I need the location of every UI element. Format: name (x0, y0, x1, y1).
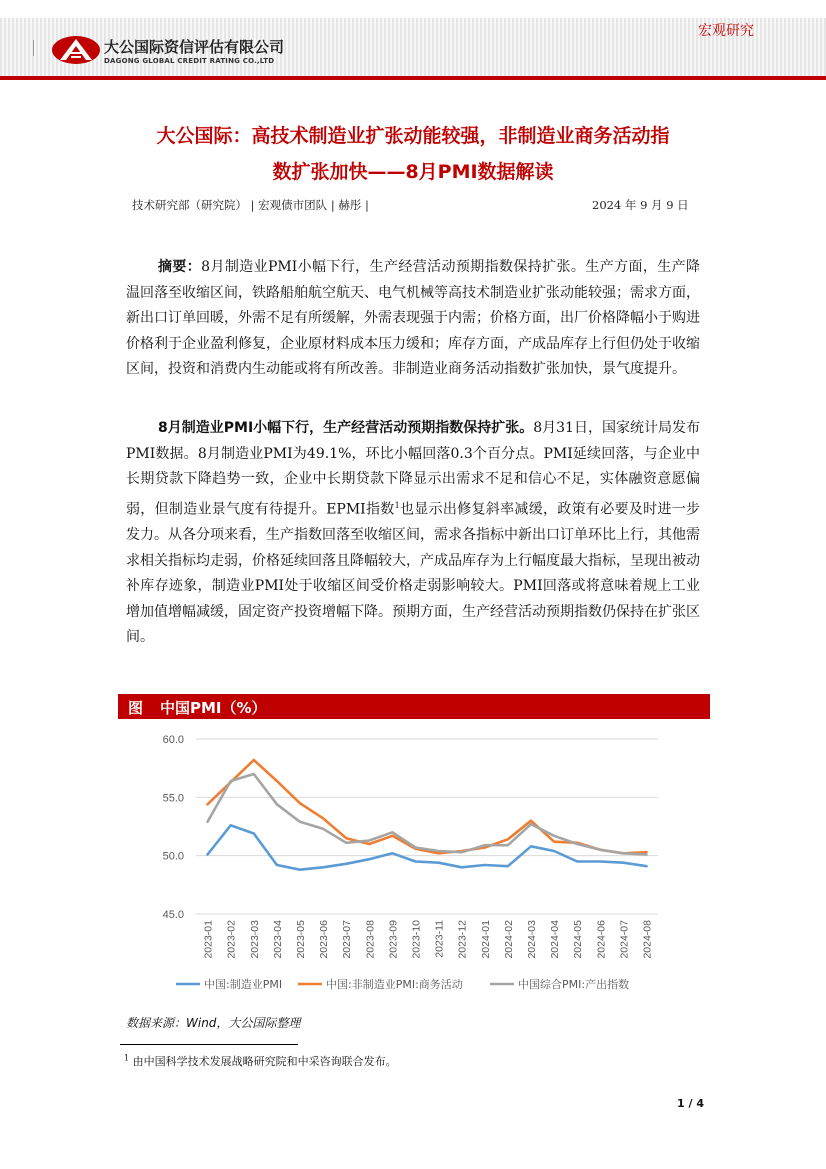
x-tick-label: 2023-02 (225, 920, 238, 959)
footnote-ref: 1 (394, 500, 400, 510)
series-line (208, 825, 647, 869)
paragraph-text-b: 也显示出修复斜率减缓，政策有必要及时进一步发力。从各分项来看，生产指数回落至收缩区间，需求各指标中新出口订单环比上行，其他需求相关指标均走弱，价格延续回落且降幅较大，产成品库存为上行幅度最大指标，呈现出被动补库存迹象，制造业PMI处于收缩区间受价格走弱影响较大。PMI回落或将意味着规上工业增加值增幅减缓，固定资产投资增幅下降。预期方面，生产经营活动预期指数仍保持在扩张区间。 (126, 501, 700, 646)
x-tick-label: 2024-04 (549, 920, 562, 959)
author-line: 技术研究部（研究院） | 宏观债市团队 | 赫彤 | (132, 198, 369, 212)
figure-label: 图 (128, 699, 144, 717)
x-tick-label: 2024-07 (618, 920, 631, 959)
summary-label: 摘要： (158, 259, 202, 275)
x-tick-label: 2023-10 (410, 920, 423, 959)
x-tick-label: 2023-04 (271, 920, 284, 959)
report-date: 2024 年 9 月 9 日 (592, 198, 689, 212)
x-tick-label: 2024-02 (502, 920, 515, 959)
x-tick-label: 2023-05 (294, 920, 307, 959)
y-tick-label: 50.0 (162, 850, 184, 863)
summary-paragraph (126, 255, 700, 383)
y-tick-label: 45.0 (162, 909, 184, 921)
footnote-text: 由中国科学技术发展战略研究院和中采咨询联合发布。 (132, 1055, 397, 1068)
header-rule (0, 76, 826, 80)
pmi-line-chart (118, 722, 710, 1007)
summary-text: 8月制造业PMI小幅下行，生产经营活动预期指数保持扩张。生产方面，生产降温回落至收缩区间，铁路船舶航空航天、电气机械等高技术制造业扩张动能较强；需求方面，新出口订单回暖，外需不足有所缓解，外需表现强于内需；价格方面，出厂价格降幅小于购进价格利于企业盈利修复，企业原材料成本压力缓和；库存方面，产成品库存上行但仍处于收缩区间，投资和消费内生动能或将有所改善。非制造业商务活动指数扩张加快，景气度提升。 (126, 259, 700, 378)
report-title-line2: 数扩张加快——8月PMI数据解读 (272, 161, 554, 183)
x-tick-label: 2023-12 (456, 920, 469, 959)
series-line (208, 774, 647, 855)
header-divider (33, 40, 34, 56)
x-tick-label: 2024-03 (525, 920, 538, 959)
dagong-logo-icon (50, 34, 102, 66)
y-tick-label: 60.0 (162, 734, 184, 746)
x-tick-label: 2023-03 (248, 920, 261, 959)
x-tick-label: 2023-01 (202, 920, 215, 959)
footnote-rule (120, 1044, 298, 1045)
x-tick-label: 2023-11 (433, 920, 446, 958)
report-title-line1: 大公国际：高技术制造业扩张动能较强，非制造业商务活动指 (156, 125, 670, 147)
y-tick-label: 55.0 (162, 792, 184, 805)
series-line (208, 760, 647, 853)
footnote-number: 1 (124, 1053, 130, 1063)
page-header (0, 0, 826, 84)
footnote (124, 1053, 397, 1069)
page-number: 1 / 4 (677, 1097, 704, 1110)
legend-label: 中国:制造业PMI (204, 978, 283, 991)
x-tick-label: 2023-09 (387, 920, 400, 959)
x-tick-label: 2024-05 (572, 920, 585, 959)
body-paragraph (126, 416, 700, 651)
section-label: 宏观研究 (698, 23, 754, 39)
x-tick-label: 2023-08 (364, 920, 377, 959)
legend-label: 中国综合PMI:产出指数 (518, 978, 630, 991)
legend-label: 中国:非制造业PMI:商务活动 (326, 978, 463, 991)
x-tick-label: 2024-08 (641, 920, 654, 959)
company-name-en: DAGONG GLOBAL CREDIT RATING CO.,LTD (104, 57, 275, 65)
x-tick-label: 2024-06 (595, 920, 608, 959)
company-name-cn: 大公国际资信评估有限公司 (104, 38, 285, 56)
x-tick-label: 2023-07 (341, 920, 354, 959)
x-tick-label: 2023-06 (318, 920, 331, 959)
x-tick-label: 2024-01 (479, 920, 492, 959)
paragraph-lead: 8月制造业PMI小幅下行，生产经营活动预期指数保持扩张。 (158, 420, 534, 436)
figure-title: 中国PMI（%） (160, 699, 267, 717)
data-source: 数据来源：Wind，大公国际整理 (126, 1016, 301, 1030)
paragraph-text-a: 8月31日，国家统计局发布PMI数据。8月制造业PMI为49.1%，环比小幅回落0.3个百分点。PMI延续回落，与企业中长期贷款下降趋势一致，企业中长期贷款下降显示出需求不足和信心不足，实体融资意愿偏弱，但制造业景气度有待提升。EPMI指数 (126, 420, 700, 518)
